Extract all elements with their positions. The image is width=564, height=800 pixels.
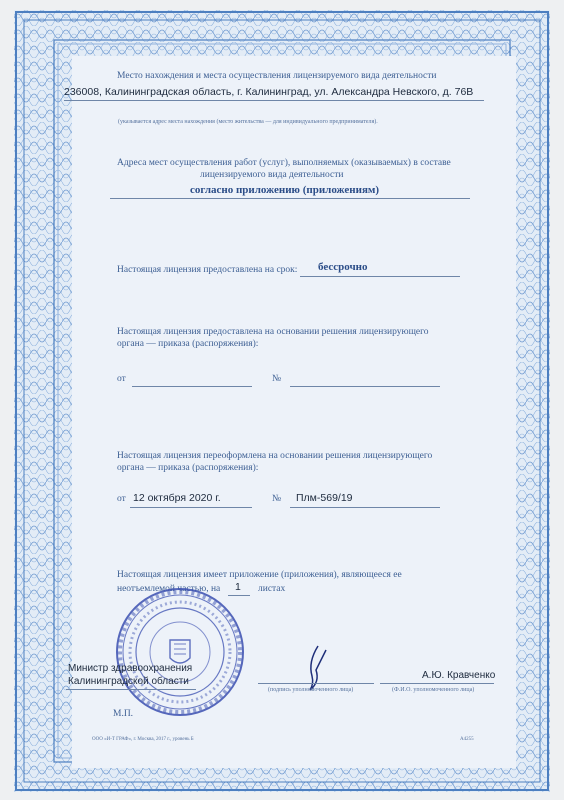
name-caption: (Ф.И.О. уполномоченного лица) (392, 687, 475, 693)
work-places-underline (110, 198, 470, 199)
basis-line2: органа — приказа (распоряжения): (117, 339, 259, 349)
term-label: Настоящая лицензия предоставлена на срок: (117, 265, 298, 275)
address-underline (64, 100, 484, 101)
official-name: А.Ю. Кравченко (422, 670, 496, 681)
official-title-underline (66, 689, 196, 690)
basis-number-label: № (272, 374, 282, 384)
appendix-line2a: неотъемлемой частью, на (117, 584, 221, 594)
term-underline (300, 276, 460, 277)
reissue-from-label: от (117, 494, 126, 504)
address-note: (указывается адрес места нахождения (место жительства — для индивидуального предпринимателя). (118, 119, 378, 125)
official-title-line1: Министр здравоохранения (68, 663, 193, 674)
printer-info: ООО «И-Т ГРАФ», г. Москва, 2017 г., уровень Б (92, 737, 194, 742)
appendix-line2b: листах (258, 584, 286, 594)
form-code: А4255 (460, 737, 474, 742)
reissue-number: Плм-569/19 (296, 492, 353, 504)
official-seal-stamp (114, 586, 246, 718)
signature-caption: (подпись уполномоченного лица) (268, 687, 354, 693)
term-value: бессрочно (318, 261, 368, 273)
stamp-place: М.П. (113, 709, 134, 719)
work-places-line1: Адреса мест осуществления работ (услуг), выполняемых (оказываемых) в составе (117, 158, 451, 168)
reissue-line2: органа — приказа (распоряжения): (117, 463, 259, 473)
reissue-date-underline (130, 507, 252, 508)
reissue-date: 12 октября 2020 г. (133, 492, 221, 504)
appendix-line1: Настоящая лицензия имеет приложение (приложения), являющееся ее (117, 570, 402, 580)
reissue-number-underline (290, 507, 440, 508)
location-heading: Место нахождения и места осуществления лицензируемого вида деятельности (117, 71, 437, 81)
work-places-value: согласно приложению (приложениям) (190, 184, 380, 196)
official-title-line2: Калининградской области (68, 676, 189, 687)
appendix-sheets: 1 (235, 581, 241, 593)
reissue-number-label: № (272, 494, 282, 504)
work-places-line2: лицензируемого вида деятельности (200, 170, 344, 180)
name-underline (380, 683, 494, 684)
basis-from-label: от (117, 374, 126, 384)
basis-date-underline (132, 386, 252, 387)
signature-underline (258, 683, 374, 684)
reissue-line1: Настоящая лицензия переоформлена на основании решения лицензирующего (117, 451, 433, 461)
basis-line1: Настоящая лицензия предоставлена на основании решения лицензирующего (117, 327, 429, 337)
address-value: 236008, Калининградская область, г. Калининград, ул. Александра Невского, д. 76В (64, 86, 474, 98)
basis-number-underline (290, 386, 440, 387)
